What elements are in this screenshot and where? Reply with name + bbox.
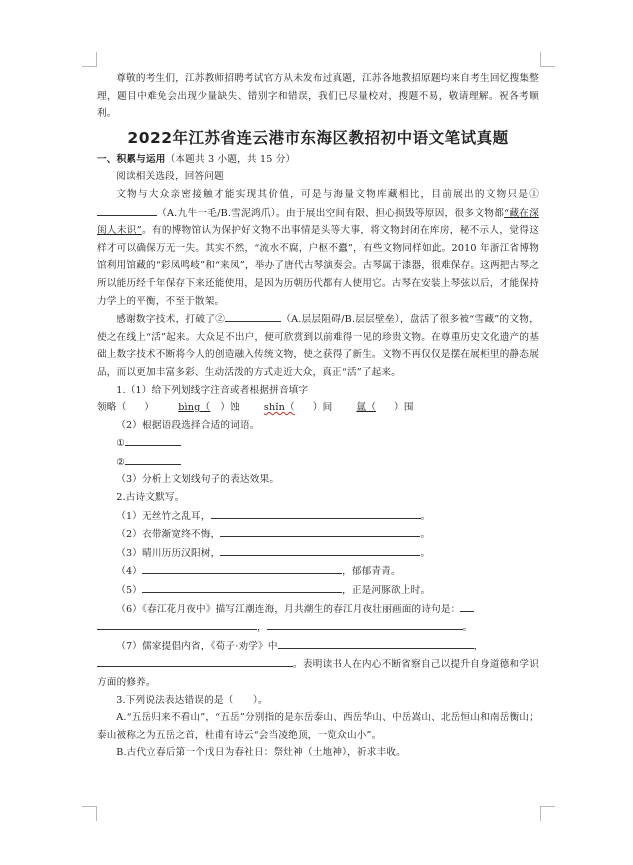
answer-blank-1[interactable] — [97, 204, 157, 216]
punctuation: 。 — [420, 529, 431, 541]
question-3-option-b: B.古代立春后第一个戊日为春社日：祭灶神（土地神），祈求丰收。 — [116, 747, 406, 759]
pinyin-item-4 — [356, 399, 413, 417]
poem-line-6 — [97, 600, 539, 619]
poem-blank-6c[interactable] — [267, 618, 463, 630]
poem-text: ，正是河豚欲上时。 — [342, 585, 431, 597]
passage-text: （A.层层阻碍/B.层层壁垒），盘活了很多被“雪藏”的文物，使之在线上“活”起来。大众足不出户，便可欣赏到以前难得一见的珍贵文物。在尊重历史文化遗产的基础上数字技术不断将今人的创造融入传统文物，使之获得了新生。文物不再仅仅是摆在展柜里的静态展品，而以更加丰富多彩、生动活泼的方式走近大众，真正“活”了起来。 — [97, 314, 539, 378]
page-corner-mark-top-right — [540, 52, 555, 67]
page-corner-mark-top-left — [82, 52, 97, 67]
answer-blank-q1-1[interactable] — [125, 434, 181, 446]
question-3-option-a: A.“五岳归来不看山”，“五岳”分别指的是东岳泰山、西岳华山、中岳嵩山、北岳恒山和南岳衡山；泰山被称之为五岳之首，杜甫有诗云“会当凌绝顶，一览众山小”。 — [97, 712, 539, 741]
pinyin-items — [97, 399, 539, 417]
passage-text: 感谢数字技术，打破了② — [116, 314, 226, 326]
answer-marker: ② — [116, 456, 125, 468]
poem-text: （7）儒家提倡内省，《荀子·劝学》中 — [116, 640, 278, 652]
pinyin-item-3 — [264, 399, 333, 417]
section-heading-label: 一、积累与运用 — [97, 153, 166, 165]
poem-text: （3）晴川历历汉阳树， — [116, 547, 221, 559]
poem-line-5 — [97, 581, 539, 600]
poem-line-2 — [97, 525, 539, 544]
pinyin-item-1 — [97, 399, 154, 417]
pinyin-item-2 — [178, 399, 240, 417]
poem-text: 。表明读书人在内心不断省察自己以提升自身道德和学识方面的修养。 — [97, 659, 539, 688]
document-body — [97, 70, 539, 762]
pinyin-text: ）围 — [394, 402, 414, 414]
page-corner-mark-bottom-right — [540, 806, 555, 821]
passage-paragraph-1 — [97, 186, 539, 310]
question-1-part-3: （3）分析上文划线句子的表达效果。 — [116, 474, 280, 486]
question-1-part-2: （2）根据语段选择合适的词语。 — [116, 419, 260, 431]
instruction-text: 阅读相关选段，回答问题 — [116, 171, 224, 183]
page-corner-mark-bottom-left — [82, 806, 97, 821]
poem-text: ，郁郁青青。 — [342, 566, 401, 578]
punctuation: ， — [473, 640, 484, 652]
pinyin-text: 氲（ — [356, 402, 377, 414]
punctuation: 。 — [420, 547, 431, 559]
poem-line-1 — [97, 507, 539, 526]
answer-blank-q1-2[interactable] — [125, 453, 181, 465]
answer-line-1 — [97, 434, 539, 453]
passage-text: 文物与大众亲密接触才能实现其价值，可是与海量文物库藏相比，目前展出的文物只是① — [116, 188, 539, 200]
poem-line-6-continued — [97, 618, 539, 637]
poem-line-7 — [97, 637, 539, 656]
intro-paragraph: 尊敬的考生们，江苏教师招聘考试官方从未发布过真题，江苏各地教招原题均来自考生回忆搜集整理，题目中难免会出现少量缺失、错别字和错误，我们已尽量校对，搜题不易，敬请理解。祝各考顺利。 — [97, 73, 539, 120]
poem-blank-6a[interactable] — [460, 600, 474, 612]
question-3-heading: 3.下列说法表达错误的是（ ）。 — [116, 694, 268, 706]
pinyin-text: ） — [144, 402, 155, 414]
punctuation: ， — [257, 622, 267, 634]
poem-blank-1[interactable] — [211, 507, 421, 519]
punctuation: 。 — [462, 622, 473, 634]
section-heading — [97, 151, 539, 169]
pinyin-text: shǐn（ — [263, 402, 295, 414]
question-2-heading: 2.古诗文默写。 — [116, 492, 185, 504]
poem-line-7-continued — [97, 655, 539, 691]
answer-marker: ① — [116, 438, 125, 450]
poem-text: （6）《春江花月夜中》描写江潮连海，月共潮生的春江月夜壮丽画面的诗句是： — [116, 603, 461, 615]
pinyin-text: bìng（ — [178, 402, 211, 414]
poem-line-3 — [97, 544, 539, 563]
poem-text: （4） — [116, 566, 143, 578]
passage-paragraph-2 — [97, 310, 539, 381]
poem-blank-7a[interactable] — [278, 637, 474, 649]
poem-blank-7b[interactable] — [97, 655, 293, 667]
answer-line-2 — [97, 453, 539, 472]
poem-blank-4[interactable] — [142, 562, 342, 574]
page-title: 2022年江苏省连云港市东海区教招初中语文笔试真题 — [127, 128, 509, 147]
poem-blank-2[interactable] — [220, 525, 420, 537]
pinyin-text: ）间 — [312, 402, 333, 414]
section-heading-note: （本题共 3 小题，共 15 分） — [165, 153, 296, 165]
passage-text: 。有的博物馆认为保护好文物不出事情是头等大事，将文物封闭在库房，秘不示人，觉得这样才可以确保万无一失。其实不然，“流水不腐，户枢不蠹”，有些文物同样如此。2010 年浙江省博物馆利用馆藏的“彩凤鸣岐”和“来凤”，举办了唐代古琴演奏会。古琴属于漆器，很难保存。这两把古琴之所以能历经千年保存下来还能使用，是因为历朝历代都有人使用它。古琴在安装上琴弦以后，才能保持力学上的平衡，不至于散架。 — [97, 225, 540, 307]
poem-line-4 — [97, 562, 539, 581]
poem-blank-5[interactable] — [142, 581, 342, 593]
poem-text: （2）衣带渐宽终不悔， — [116, 529, 221, 541]
poem-blank-3[interactable] — [220, 544, 420, 556]
pinyin-text: 领略（ — [97, 402, 127, 414]
answer-blank-2[interactable] — [225, 310, 281, 322]
poem-blank-6b[interactable] — [97, 618, 257, 630]
question-1-part-1: 1.（1）给下列划线字注音或者根据拼音填字 — [116, 384, 309, 396]
passage-text: （A.九牛一毛/B.雪泥鸿爪）。由于展出空间有限、担心损毁等原因，很多文物都 — [157, 207, 505, 219]
pinyin-text: ）蚀 — [220, 402, 240, 414]
poem-text: （5） — [116, 585, 143, 597]
underlined-sentence: “藏在深闺人未识” — [97, 207, 539, 237]
poem-text: （1）无丝竹之乱耳， — [116, 510, 211, 522]
punctuation: 。 — [420, 510, 431, 522]
